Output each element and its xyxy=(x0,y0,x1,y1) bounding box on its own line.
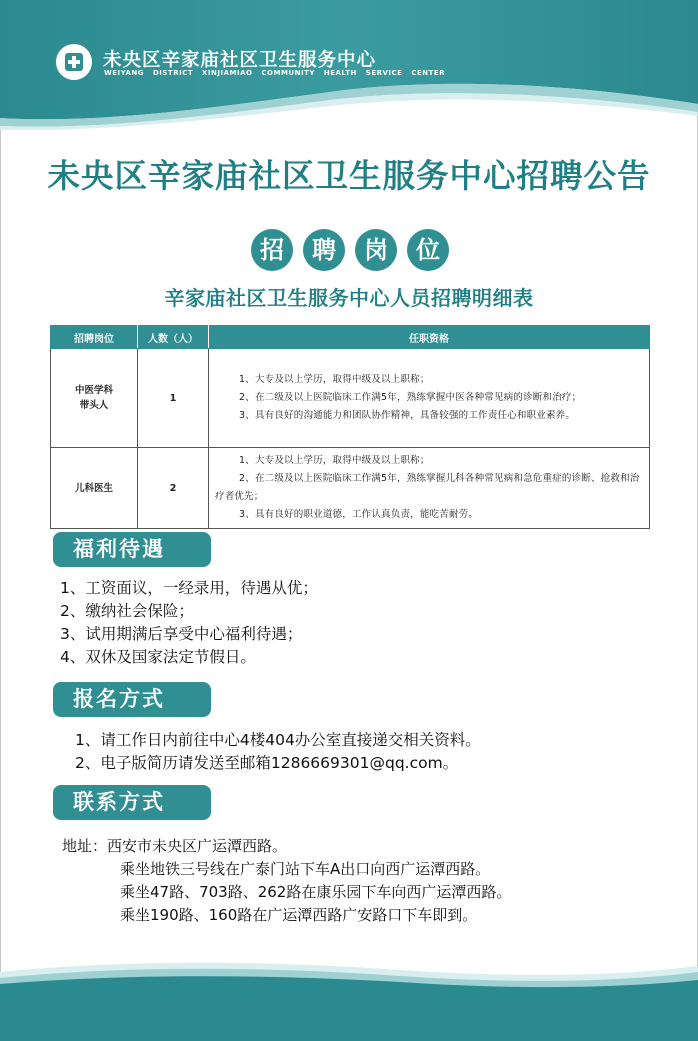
requirement-item: 3、具有良好的职业道德，工作认真负责，能吃苦耐劳。 xyxy=(239,509,479,520)
list-item: 1、请工作日内前往中心4楼404办公室直接递交相关资料。 xyxy=(75,731,481,749)
list-item: 4、双休及国家法定节假日。 xyxy=(60,648,256,666)
section-heading-apply: 报名方式 xyxy=(53,682,211,717)
requirement-item: 1、大专及以上学历，取得中级及以上职称； xyxy=(239,455,430,466)
list-item: 3、试用期满后享受中心福利待遇； xyxy=(60,625,303,643)
list-item: 1、工资面议，一经录用，待遇从优； xyxy=(60,579,318,597)
apply-list xyxy=(75,729,481,775)
requirements-cell xyxy=(209,448,650,529)
benefits-list xyxy=(60,577,318,669)
contact-block xyxy=(62,835,662,927)
badge-char: 位 xyxy=(407,229,449,271)
page-title: 未央区辛家庙社区卫生服务中心招聘公告 xyxy=(47,157,651,195)
requirement-item: 2、在二级及以上医院临床工作满5年，熟练掌握中医各种常见病的诊断和治疗； xyxy=(239,392,582,403)
list-item: 2、电子版简历请发送至邮箱1286669301@qq.com。 xyxy=(75,754,459,772)
table-header-row xyxy=(51,326,650,349)
badge-char: 聘 xyxy=(303,229,345,271)
table-row xyxy=(51,349,650,448)
address-value: 西安市未央区广运潭西路。 xyxy=(107,837,288,855)
org-name-english: WEIYANG DISTRICT XINJIAMIAO COMMUNITY HEALTH SERVICE CENTER xyxy=(104,69,446,77)
badge-char: 岗 xyxy=(355,229,397,271)
count-cell: 2 xyxy=(138,448,209,529)
position-name: 中医学科 xyxy=(74,385,113,396)
route-item: 乘坐47路、703路、262路在康乐园下车向西广运潭西路。 xyxy=(120,883,512,901)
position-name: 儿科医生 xyxy=(74,482,113,494)
jobs-badge xyxy=(251,229,451,273)
address-label: 地址： xyxy=(62,837,108,855)
requirements-cell xyxy=(209,349,650,448)
column-header-count: 人数（人） xyxy=(138,326,209,349)
footer-banner xyxy=(0,960,698,1041)
position-cell xyxy=(51,349,138,448)
section-heading-benefits: 福利待遇 xyxy=(53,532,211,567)
table-subtitle: 辛家庙社区卫生服务中心人员招聘明细表 xyxy=(164,286,534,310)
section-heading-contact: 联系方式 xyxy=(53,785,211,820)
column-header-requirements: 任职资格 xyxy=(209,326,650,349)
health-center-logo-icon xyxy=(54,42,94,82)
address-row xyxy=(62,835,662,858)
column-header-position: 招聘岗位 xyxy=(51,326,138,349)
route-item: 乘坐190路、160路在广运潭西路广安路口下车即到。 xyxy=(120,906,478,924)
position-cell xyxy=(51,448,138,529)
requirement-item: 2、在二级及以上医院临床工作满5年，熟练掌握儿科各种常见病和急危重症的诊断、抢救和治疗者优先； xyxy=(215,473,640,502)
list-item: 2、缴纳社会保险； xyxy=(60,602,194,620)
badge-char: 招 xyxy=(251,229,293,271)
org-name: 未央区辛家庙社区卫生服务中心 xyxy=(103,50,377,71)
count-cell: 1 xyxy=(138,349,209,448)
requirement-item: 1、大专及以上学历，取得中级及以上职称； xyxy=(239,374,430,385)
table-row xyxy=(51,448,650,529)
position-name-cont: 带头人 xyxy=(79,400,109,411)
route-item: 乘坐地铁三号线在广泰门站下车A出口向西广运潭西路。 xyxy=(120,860,491,878)
recruitment-table xyxy=(50,325,650,529)
requirement-item: 3、具有良好的沟通能力和团队协作精神，具备较强的工作责任心和职业素养。 xyxy=(239,410,576,421)
